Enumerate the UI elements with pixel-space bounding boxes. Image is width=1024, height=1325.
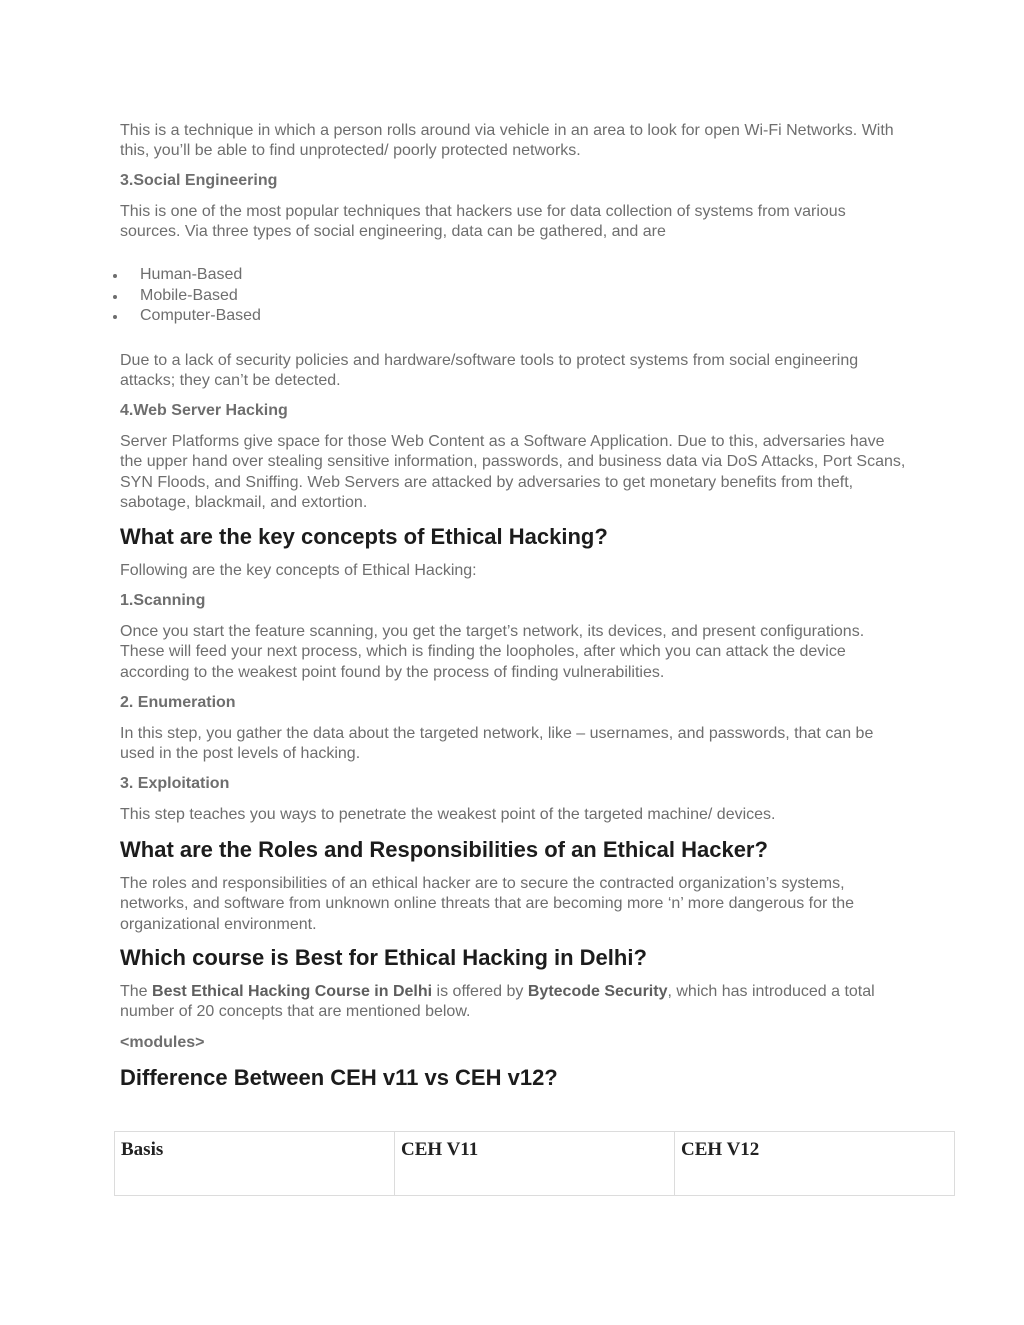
- bullet-icon: [113, 295, 117, 299]
- key-concepts-intro: Following are the key concepts of Ethical Hacking:: [120, 562, 477, 579]
- exploitation-paragraph: This step teaches you ways to penetrate the weakest point of the targeted machine/ devices.: [120, 806, 776, 823]
- social-engineering-note: Due to a lack of security policies and hardware/software tools to protect systems from social engineering attacks; they can’t be detected.: [120, 352, 859, 390]
- table-header-ceh-v12: CEH V12: [675, 1132, 955, 1196]
- list-item-label: Computer-Based: [140, 307, 261, 324]
- scanning-heading: 1.Scanning: [120, 592, 206, 609]
- table-header-basis: Basis: [115, 1132, 395, 1196]
- course-text-prefix: The: [120, 983, 153, 1000]
- social-engineering-paragraph: This is one of the most popular techniques that hackers use for data collection of systems from various sources. Via three types of social engineering, data can be gathered, and are: [120, 203, 846, 241]
- roles-paragraph: The roles and responsibilities of an ethical hacker are to secure the contracted organization’s systems, networks, and software from unknown online threats that are becoming more ‘n’ more dangerous for the organizational environment.: [120, 875, 855, 933]
- bullet-icon: [113, 315, 117, 319]
- enumeration-paragraph: In this step, you gather the data about the targeted network, like – usernames, and passwords, that can be used in the post levels of hacking.: [120, 725, 874, 763]
- list-item-label: Mobile-Based: [140, 286, 238, 304]
- list-item: [110, 286, 261, 307]
- table-header-ceh-v11: CEH V11: [395, 1132, 675, 1196]
- social-engineering-types-list: [110, 265, 261, 327]
- course-text-suffix: , which has introduced a total number of 20 concepts that are mentioned below.: [120, 983, 875, 1021]
- comparison-table: [114, 1131, 955, 1196]
- modules-tag: <modules>: [120, 1034, 205, 1051]
- list-item: [110, 306, 261, 327]
- wardriving-paragraph: This is a technique in which a person rolls around via vehicle in an area to look for open Wi-Fi Networks. With this, you’ll be able to find unprotected/ poorly protected networks.: [120, 122, 894, 160]
- web-server-hacking-paragraph: Server Platforms give space for those Web Content as a Software Application. Due to this, adversaries have the upper hand over stealing sensitive information, passwords, and business data via DoS Attacks, Port Scans, SYN Floods, and Sniffing. Web Servers are attacked by adversaries to get monetary benefits from theft, sabotage, blackmail, and extortion.: [120, 433, 906, 511]
- course-heading: Which course is Best for Ethical Hacking in Delhi?: [120, 945, 647, 970]
- enumeration-heading: 2. Enumeration: [120, 694, 236, 711]
- course-text-mid: is offered by: [432, 983, 528, 1000]
- course-name: Best Ethical Hacking Course in Delhi: [152, 983, 433, 1000]
- roles-heading: What are the Roles and Responsibilities of an Ethical Hacker?: [120, 837, 768, 862]
- key-concepts-heading: What are the key concepts of Ethical Hacking?: [120, 524, 608, 549]
- exploitation-heading: 3. Exploitation: [120, 775, 230, 792]
- table-header-row: [115, 1132, 955, 1196]
- web-server-hacking-heading: 4.Web Server Hacking: [120, 402, 288, 419]
- social-engineering-heading: 3.Social Engineering: [120, 172, 278, 189]
- course-paragraph: [120, 982, 910, 1023]
- list-item-label: Human-Based: [140, 266, 243, 283]
- scanning-paragraph: Once you start the feature scanning, you get the target’s network, its devices, and present configurations. These will feed your next process, which is finding the loopholes, after which you can attack the device according to the weakest point found by the process of finding vulnerabilities.: [120, 623, 865, 681]
- list-item: [110, 265, 261, 286]
- bullet-icon: [113, 274, 117, 278]
- difference-heading: Difference Between CEH v11 vs CEH v12?: [120, 1065, 558, 1090]
- course-provider: Bytecode Security: [527, 983, 668, 1000]
